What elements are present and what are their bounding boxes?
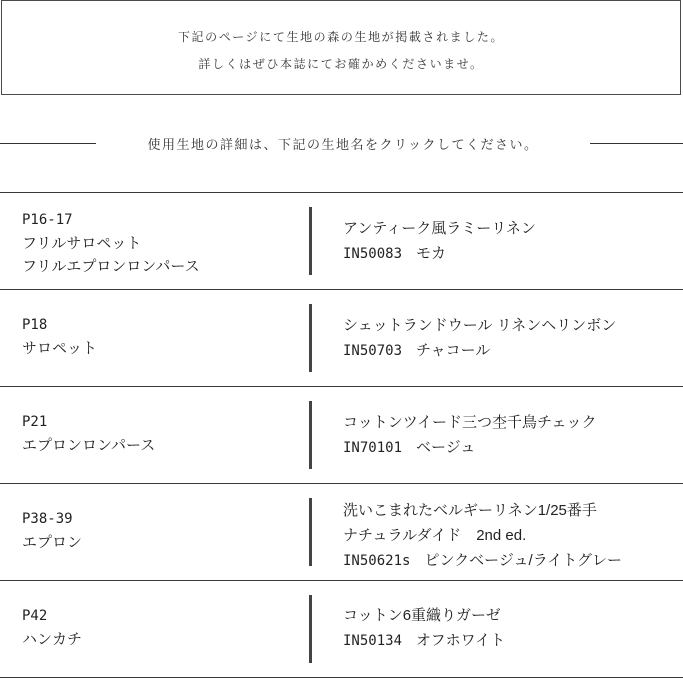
item-name: フリルサロペット bbox=[22, 235, 142, 252]
fabric-code[interactable]: IN50703 bbox=[343, 343, 403, 359]
page-number: P21 bbox=[22, 414, 48, 430]
fabric-color[interactable]: ベージュ bbox=[416, 439, 476, 456]
page-number: P38-39 bbox=[22, 511, 73, 527]
usage-cell bbox=[22, 209, 302, 278]
fabric-link[interactable] bbox=[343, 216, 678, 267]
item-name: エプロンロンパース bbox=[22, 437, 156, 454]
heading-rule-left bbox=[0, 143, 96, 144]
fabric-code[interactable]: IN70101 bbox=[343, 440, 403, 456]
fabric-color[interactable]: オフホワイト bbox=[416, 632, 506, 649]
heading-text: 使用生地の詳細は、下記の生地名をクリックしてください。 bbox=[147, 138, 539, 153]
fabric-code-line[interactable] bbox=[343, 628, 678, 654]
fabric-link[interactable] bbox=[343, 603, 678, 654]
item-name: ハンカチ bbox=[22, 631, 83, 648]
table-row bbox=[0, 484, 683, 581]
row-divider bbox=[309, 401, 312, 469]
fabric-link[interactable] bbox=[343, 313, 678, 364]
fabric-code[interactable]: IN50621s bbox=[343, 553, 411, 569]
fabric-name[interactable]: シェットランドウール リネンヘリンボン bbox=[343, 317, 617, 334]
fabric-color[interactable]: モカ bbox=[416, 245, 447, 262]
section-heading bbox=[0, 132, 683, 154]
table-row bbox=[0, 581, 683, 678]
page-number: P42 bbox=[22, 608, 48, 624]
notice-line-1: 下記のページにて生地の森の生地が掲載されました。 bbox=[177, 30, 505, 44]
fabric-code-line[interactable] bbox=[343, 338, 678, 364]
item-name: サロペット bbox=[22, 340, 98, 357]
fabric-name-line-2[interactable]: ナチュラルダイド 2nd ed. bbox=[343, 527, 527, 544]
fabric-code[interactable]: IN50134 bbox=[343, 633, 403, 649]
table-row bbox=[0, 193, 683, 290]
fabric-link[interactable] bbox=[343, 498, 678, 574]
heading-rule-right bbox=[590, 143, 683, 144]
fabric-name[interactable]: コットンツイード三つ杢千鳥チェック bbox=[343, 414, 597, 431]
fabric-code[interactable]: IN50083 bbox=[343, 246, 403, 262]
fabric-color[interactable]: チャコール bbox=[416, 342, 491, 359]
usage-cell bbox=[22, 314, 302, 360]
fabric-link[interactable] bbox=[343, 410, 678, 461]
row-divider bbox=[309, 207, 312, 275]
notice-box bbox=[1, 0, 681, 95]
fabric-color[interactable]: ピンクベージュ/ライトグレー bbox=[424, 552, 622, 569]
usage-cell bbox=[22, 508, 302, 554]
page-number: P16-17 bbox=[22, 212, 73, 228]
usage-cell bbox=[22, 605, 302, 651]
fabric-code-line[interactable] bbox=[343, 435, 678, 461]
notice-line-2: 詳しくはぜひ本誌にてお確かめくださいませ。 bbox=[198, 57, 484, 71]
table-row bbox=[0, 387, 683, 484]
fabric-table bbox=[0, 192, 683, 678]
fabric-code-line[interactable] bbox=[343, 548, 678, 574]
item-name: エプロン bbox=[22, 534, 83, 551]
table-row bbox=[0, 290, 683, 387]
fabric-name[interactable]: 洗いこまれたベルギーリネン1/25番手 bbox=[343, 502, 597, 519]
fabric-code-line[interactable] bbox=[343, 241, 678, 267]
usage-cell bbox=[22, 411, 302, 457]
page-number: P18 bbox=[22, 317, 48, 333]
fabric-name[interactable]: コットン6重織りガーゼ bbox=[343, 607, 501, 624]
item-name: フリルエプロンロンパース bbox=[22, 258, 200, 275]
row-divider bbox=[309, 498, 312, 566]
row-divider bbox=[309, 304, 312, 372]
fabric-name[interactable]: アンティーク風ラミーリネン bbox=[343, 220, 536, 237]
row-divider bbox=[309, 595, 312, 663]
